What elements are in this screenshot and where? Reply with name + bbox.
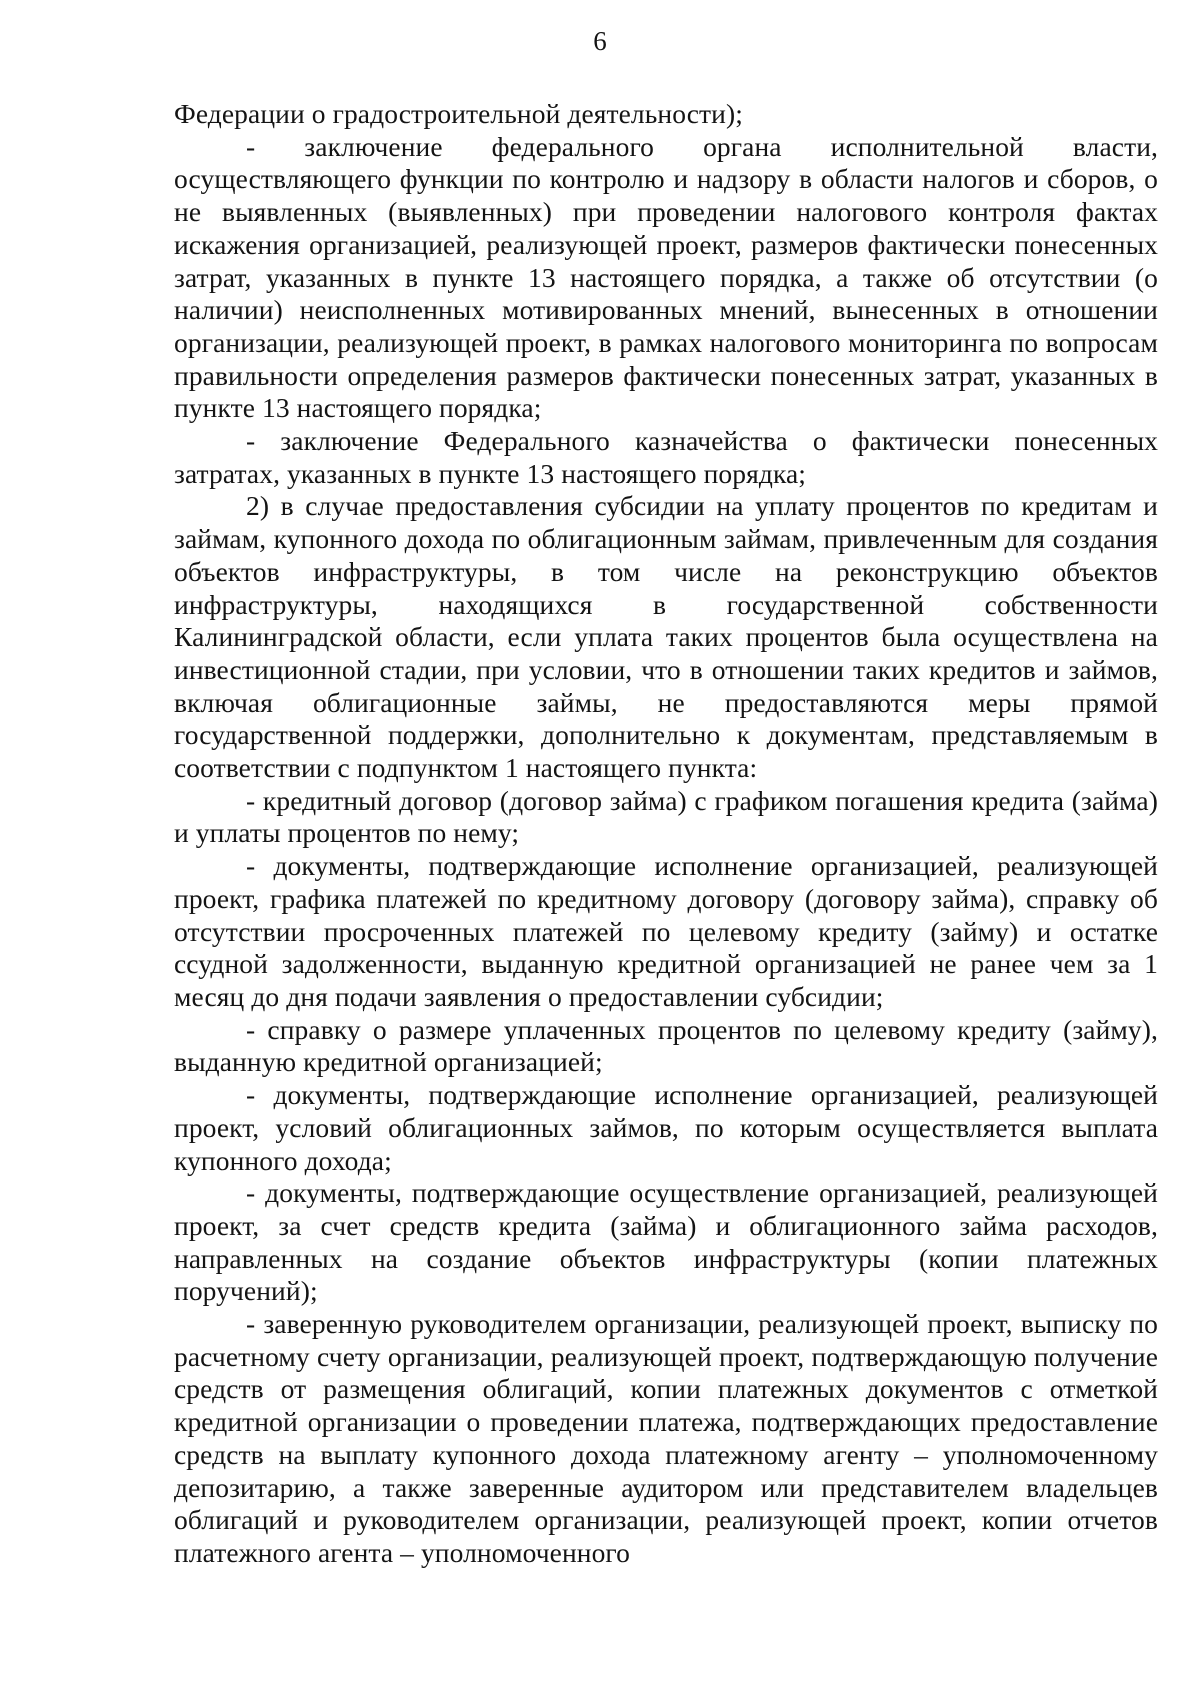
paragraph-payment-schedule-documents: - документы, подтверждающие исполнение организацией, реализующей проект, графика платежей по кредитному договору (договору займа), справку об отсутствии просроченных платежей по целевому кредиту (займу) и остатке ссудной задолженности, выданную кредитной организацией не ранее чем за 1 месяц до дня подачи заявления о предоставлении субсидии; [174, 850, 1158, 1012]
paragraph-bond-conditions-documents: - документы, подтверждающие исполнение организацией, реализующей проект, условий облигационных займов, по которым осуществляется выплата купонного дохода; [174, 1079, 1158, 1176]
paragraph-expense-documents: - документы, подтверждающие осуществление организацией, реализующей проект, за счет средств кредита (займа) и облигационного займа расходов, направленных на создание объектов инфраструктуры (копии платежных поручений); [174, 1177, 1158, 1307]
paragraph-interest-certificate: - справку о размере уплаченных процентов по целевому кредиту (займу), выданную кредитной организацией; [174, 1013, 1158, 1078]
paragraph-subsidy-interest-case: 2) в случае предоставления субсидии на уплату процентов по кредитам и займам, купонного дохода по облигационным займам, привлеченным для создания объектов инфраструктуры, в том числе на реконструкцию объектов инфраструктуры, находящихся в государственной собственности Калининградской области, если уплата таких процентов была осуществлена на инвестиционной стадии, при условии, что в отношении таких кредитов и займов, включая облигационные займы, не предоставляются меры прямой государственной поддержки, дополнительно к документам, представляемым в соответствии с подпунктом 1 настоящего пункта: [174, 490, 1158, 784]
paragraph-treasury-conclusion: - заключение Федерального казначейства о фактически понесенных затратах, указанных в пункте 13 настоящего порядка; [174, 425, 1158, 489]
paragraph-credit-agreement: - кредитный договор (договор займа) с графиком погашения кредита (займа) и уплаты процентов по нему; [174, 784, 1158, 849]
page-number: 6 [593, 26, 607, 56]
paragraph-continuation: Федерации о градостроительной деятельности); [174, 98, 743, 129]
document-body [174, 98, 1158, 1570]
paragraph-account-statement: - заверенную руководителем организации, реализующей проект, выписку по расчетному счету организации, реализующей проект, подтверждающую получение средств от размещения облигаций, копии платежных документов с отметкой кредитной организации о проведении платежа, подтверждающих предоставление средств на выплату купонного дохода платежному агенту – уполномоченному депозитарию, а также заверенные аудитором или представителем владельцев облигаций и руководителем организации, реализующей проект, копии отчетов платежного агента – уполномоченного [174, 1308, 1158, 1568]
paragraph-tax-authority-conclusion: - заключение федерального органа исполнительной власти, осуществляющего функции по контролю и надзору в области налогов и сборов, о не выявленных (выявленных) при проведении налогового контроля фактах искажения организацией, реализующей проект, размеров фактически понесенных затрат, указанных в пункте 13 настоящего порядка, а также об отсутствии (о наличии) неисполненных мотивированных мнений, вынесенных в отношении организации, реализующей проект, в рамках налогового мониторинга по вопросам правильности определения размеров фактически понесенных затрат, указанных в пункте 13 настоящего порядка; [174, 130, 1158, 424]
